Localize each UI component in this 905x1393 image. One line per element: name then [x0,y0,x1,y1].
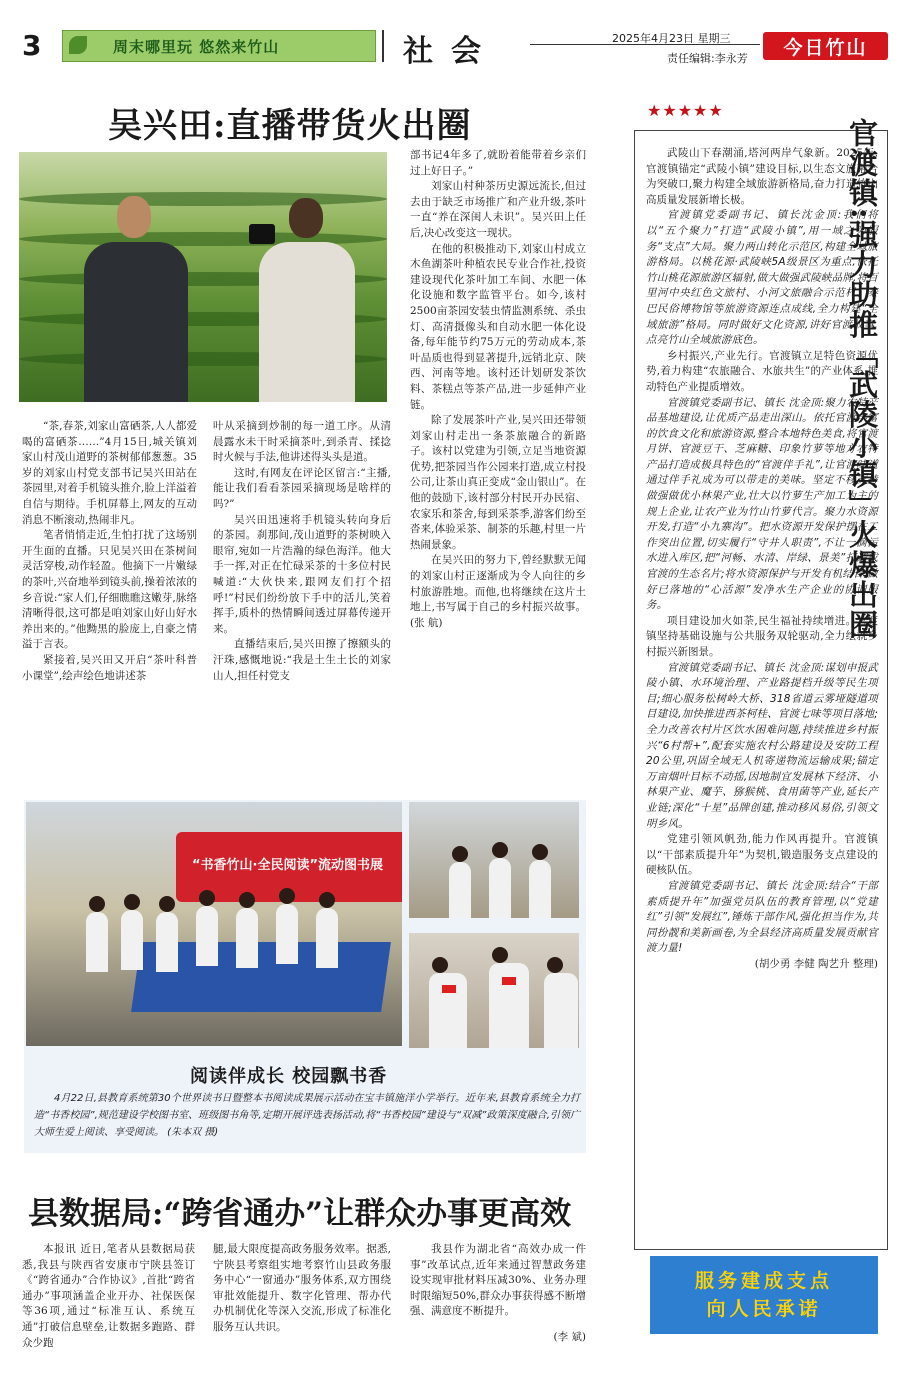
sidebar-headline: 官渡镇:强力助推「武陵小镇」火爆出圈 [845,118,879,640]
paragraph: 武陵山下春潮涌,塔河两岸气象新。2025年,官渡镇锚定“武陵小镇”建设目标,以生态文旅融合为突破口,聚力构建全域旅游新格局,奋力打造竹山高质量发展新增长极。 [646,147,878,206]
service-slogan-panel [650,1256,878,1334]
slogan-line: 向人民承诺 [706,1298,822,1320]
paragraph: 这时,有网友在评论区留言:“主播,能让我们看看茶园采摘现场是啥样的吗?” [213,466,391,510]
issue-date: 2025年4月23日 星期三 [612,32,731,45]
slogan-line: 服务建成支点 [694,1270,833,1292]
paragraph: “茶,春茶,刘家山富硒茶,人人都爱喝的富硒茶……”4月15日,城关镇刘家山村茂山道野的茶树郁郁葱葱。35岁的刘家山村党支部书记吴兴田站在茶园里,对着手机镜头推介,脸上洋溢着自信与期待。手机屏幕上,网友的互动消息不断滚动,热闹非凡。 [22,420,197,526]
county-article-col3 [410,1242,586,1346]
byline: (李 斌) [553,1330,586,1343]
leaf-icon [69,36,87,54]
paragraph: 吴兴田迅速将手机镜头转向身后的茶园。刹那间,茂山道野的茶树映入眼帘,宛如一片浩瀚的绿色海洋。他大手一挥,对正在忙碌采茶的十多位村民喊道:“大伙快来,跟网友们打个招呼!”村民们纷纷放下手中的活儿,笑着挥手,质朴的热情瞬间透过屏幕传递开来。 [213,513,391,635]
section-title: 社会 [403,34,499,69]
paragraph: 乡村振兴,产业先行。官渡镇立足特色资源优势,着力构建“农旅融合、水旅共生”的产业体系,推动特色产业提质增效。 [646,349,878,393]
photo-caption: 4月22日,县教育系统第30个世界读书日暨整本书阅读成果展示活动在宝丰镇施洋小学举行。近年来,县教育系统全力打造“书香校园”,规范建设学校图书室、班级图书角等,定期开展评选表扬活动,将“书香校园”建设与“双减”政策深度融合,引领广大师生爱上阅读、享受阅读。 (朱本双 摄) [34,1093,580,1138]
main-headline: 吴兴田:直播带货火出圈 [108,106,472,146]
paragraph: 刘家山村种茶历史源远流长,但过去由于缺乏市场推广和产业升级,茶叶一直“养在深闺人未识”。吴兴田上任后,决心改变这一现状。 [410,180,586,239]
banner-sign: “书香竹山·全民阅读”流动图书展 [192,858,384,873]
quote-paragraph: 官渡镇党委副书记、镇长 沈金顶:聚力农特产品基地建设,让优质产品走出深山。依托官渡丰富的饮食文化和旅游资源,整合本地特色美食,将官渡月饼、官渡豆干、芝麻糖、印象竹萝等地方农特产品打造成极具特色的“官渡伴手礼”,让官渡味道通过伴手礼成为可以带走的美味。坚定不移支持做强做优小林果产业,壮大以竹萝生产加工为主的规上企业,让农产业为竹山竹萝代言。聚力水资源开发,打造“小九寨沟”。把水资源开发保护摆在工作突出位置,切实履行“守井人职责”,不让一滴污水进入库区,把“河畅、水清、岸绿、景美”打造成官渡的生态名片;将水资源保护与开发有机结合,做好已落地的“心活源”发净水生产企业的协调服务。 [646,396,878,612]
phone-icon [249,224,275,244]
students-reading-photo [409,933,579,1048]
paragraph: 除了发展茶叶产业,吴兴田还带领刘家山村走出一条茶旅融合的新路子。该村以党建为引领,立足当地资源优势,把茶园当作公园来打造,成立村投公司,让茶山真正变成“金山银山”。在他的鼓励下,该村部分村民开办民宿、农家乐和茶舍,每到采茶季,游客们纷至沓来,体验采茶、制茶的乐趣,村里一片热闹景象。 [410,414,586,551]
byline: (胡少勇 李健 陶艺升 整理) [754,957,878,970]
paragraph: 党建引领风帆劲,能力作风再提升。官渡镇以“干部素质提升年”为契机,锻造服务支点建设的硬核队伍。 [646,833,878,877]
quote-paragraph: 官渡镇党委副书记、镇长 沈金顶:谋划申报武陵小镇、水环境治理、产业路提档升级等民生项目;细心服务松树岭大桥、318省道云雾垭隧道项目建设,加快推进西茶柯桂、官渡七味等项目落地;全力改善农村片区饮水困难问题,持续推进乡村振兴“6村帮+”,配套实施农村公路建设及安防工程20公里,巩固全域无人机寄递物流运输成果;锚定万亩烟叶目标不动摇,因地制宜发展林下经济、小林果产业、魔芋、猕猴桃、食用菌等产业,延长产业链;深化“十星”品牌创建,推动移风易俗,引领文明乡风。 [646,661,878,830]
tea-garden-livestream-photo [19,152,387,402]
county-headline: 县数据局:“跨省通办”让群众办事更高效 [28,1196,572,1232]
paragraph: 直播结束后,吴兴田擦了擦额头的汗珠,感慨地说:“我是土生土长的刘家山人,担任村党支 [213,638,391,682]
main-article-col3 [410,148,586,631]
county-article-col1 [22,1242,195,1351]
paragraph: 本报讯 近日,笔者从县数据局获悉,我县与陕西省安康市宁陕县签订《“跨省通办”合作协议》,首批“跨省通办”事项涵盖企业开办、社保医保等36项,通过“标准互认、系统互通”打破信息壁垒,让数据多跑路、群众少跑 [22,1243,195,1349]
paragraph: 叶从采摘到炒制的每一道工序。从清晨露水未干时采摘茶叶,到杀青、揉捻时火候与手法,他讲述得头头是道。 [213,420,391,464]
page-number: 3 [22,29,42,62]
star-rating-icon: ★★★★★ [647,101,724,120]
paragraph: 部书记4年多了,就盼着能带着乡亲们过上好日子。” [410,149,586,177]
paragraph: 在他的积极推动下,刘家山村成立木鱼湖茶叶种植农民专业合作社,投资建设现代化茶叶加工车间、水肥一体化设施和数字监管平台。如今,该村2500亩茶园安装虫情监测系统、杀虫灯、高清摄像头和自动水肥一体化设备,每年能节约75万元的劳动成本,茶叶品质也得到显著提升,远销北京、陕西、河南等地。该村还计划研发茶饮料、茶糕点等茶产品,进一步延伸产业链。 [410,242,586,411]
paragraph: 在吴兴田的努力下,曾经默默无闻的刘家山村正逐渐成为令人向往的乡村旅游胜地。而他,也将继续在这片土地上,书写属于自己的乡村振兴故事。(张 航) [410,554,586,629]
paragraph: 我县作为湖北省“高效办成一件事”改革试点,近年来通过智慧政务建设实现审批材料压减30%、业务办理时限缩短50%,群众办事获得感不断增强、满意度不断提升。 [410,1243,586,1318]
main-article-col2 [213,419,391,684]
quote-paragraph: 官渡镇党委副书记、镇长 沈金顶:结合“干部素质提升年”加强党员队伍的教育管理,以“党建红”引领“发展红”,锤炼干部作风,强化担当作为,共同扮靓和美新画卷,为全县经济高质量发展贡献官渡力量! [646,879,878,955]
paragraph: 紧接着,吴兴田又开启“茶叶科普小课堂”,绘声绘色地讲述茶 [22,653,197,682]
newspaper-logo: 今日竹山 [763,32,888,60]
banner-text: 周末哪里玩 悠然来竹山 [113,37,280,56]
quote-paragraph: 官渡镇党委副书记、镇长沈金顶:我们将以“五个聚力”打造“武陵小镇”,用一域之为服务“支点”大局。聚力两山转化示范区,构建全域旅游格局。以桃花源·武陵峡5A级景区为重点,依托竹山桃花源旅游区辐射,做大做强武陵峡品牌,将百里河中央红色文旅村、小河文旅融合示范村、秦巴民俗博物馆等旅游资源连点成线,全力构建“全域旅游”格局。同时做好文化资源,讲好官渡故事,点亮竹山全域旅游底色。 [646,209,878,347]
county-article-col2 [213,1242,391,1336]
divider [382,30,384,62]
paragraph: 项目建设加火如荼,民生福祉持续增进。官渡镇坚持基础设施与公共服务双轮驱动,全力绘就乡村振兴新图景。 [646,614,878,658]
exhibition-photo [409,802,579,918]
photo-feature-title: 阅读伴成长 校园飘书香 [190,1066,388,1087]
weekend-banner [62,30,376,62]
editor-credit: 责任编辑:李永芳 [667,52,748,65]
paragraph: 笔者悄悄走近,生怕打扰了这场别开生面的直播。只见吴兴田在茶树间灵活穿梭,动作轻盈。他摘下一片嫩绿的茶叶,兴奋地举到镜头前,操着浓浓的乡音说:“家人们,仔细瞧瞧这嫩芽,脉络清晰得很,这可都是咱刘家山好山好水养出来的。”他黝黑的脸庞上,自豪之情溢于言表。 [22,529,197,651]
book-fair-photo [26,802,402,1046]
main-article-col1 [22,419,197,684]
sidebar-body [646,146,878,972]
paragraph: 腿,最大限度提高政务服务效率。据悉,宁陕县考察组实地考察竹山县政务服务中心“一窗通办”服务体系,双方围绕审批效能提升、数字化管理、帮办代办机制优化等深入交流,形成了标准化服务互认共识。 [213,1243,391,1333]
